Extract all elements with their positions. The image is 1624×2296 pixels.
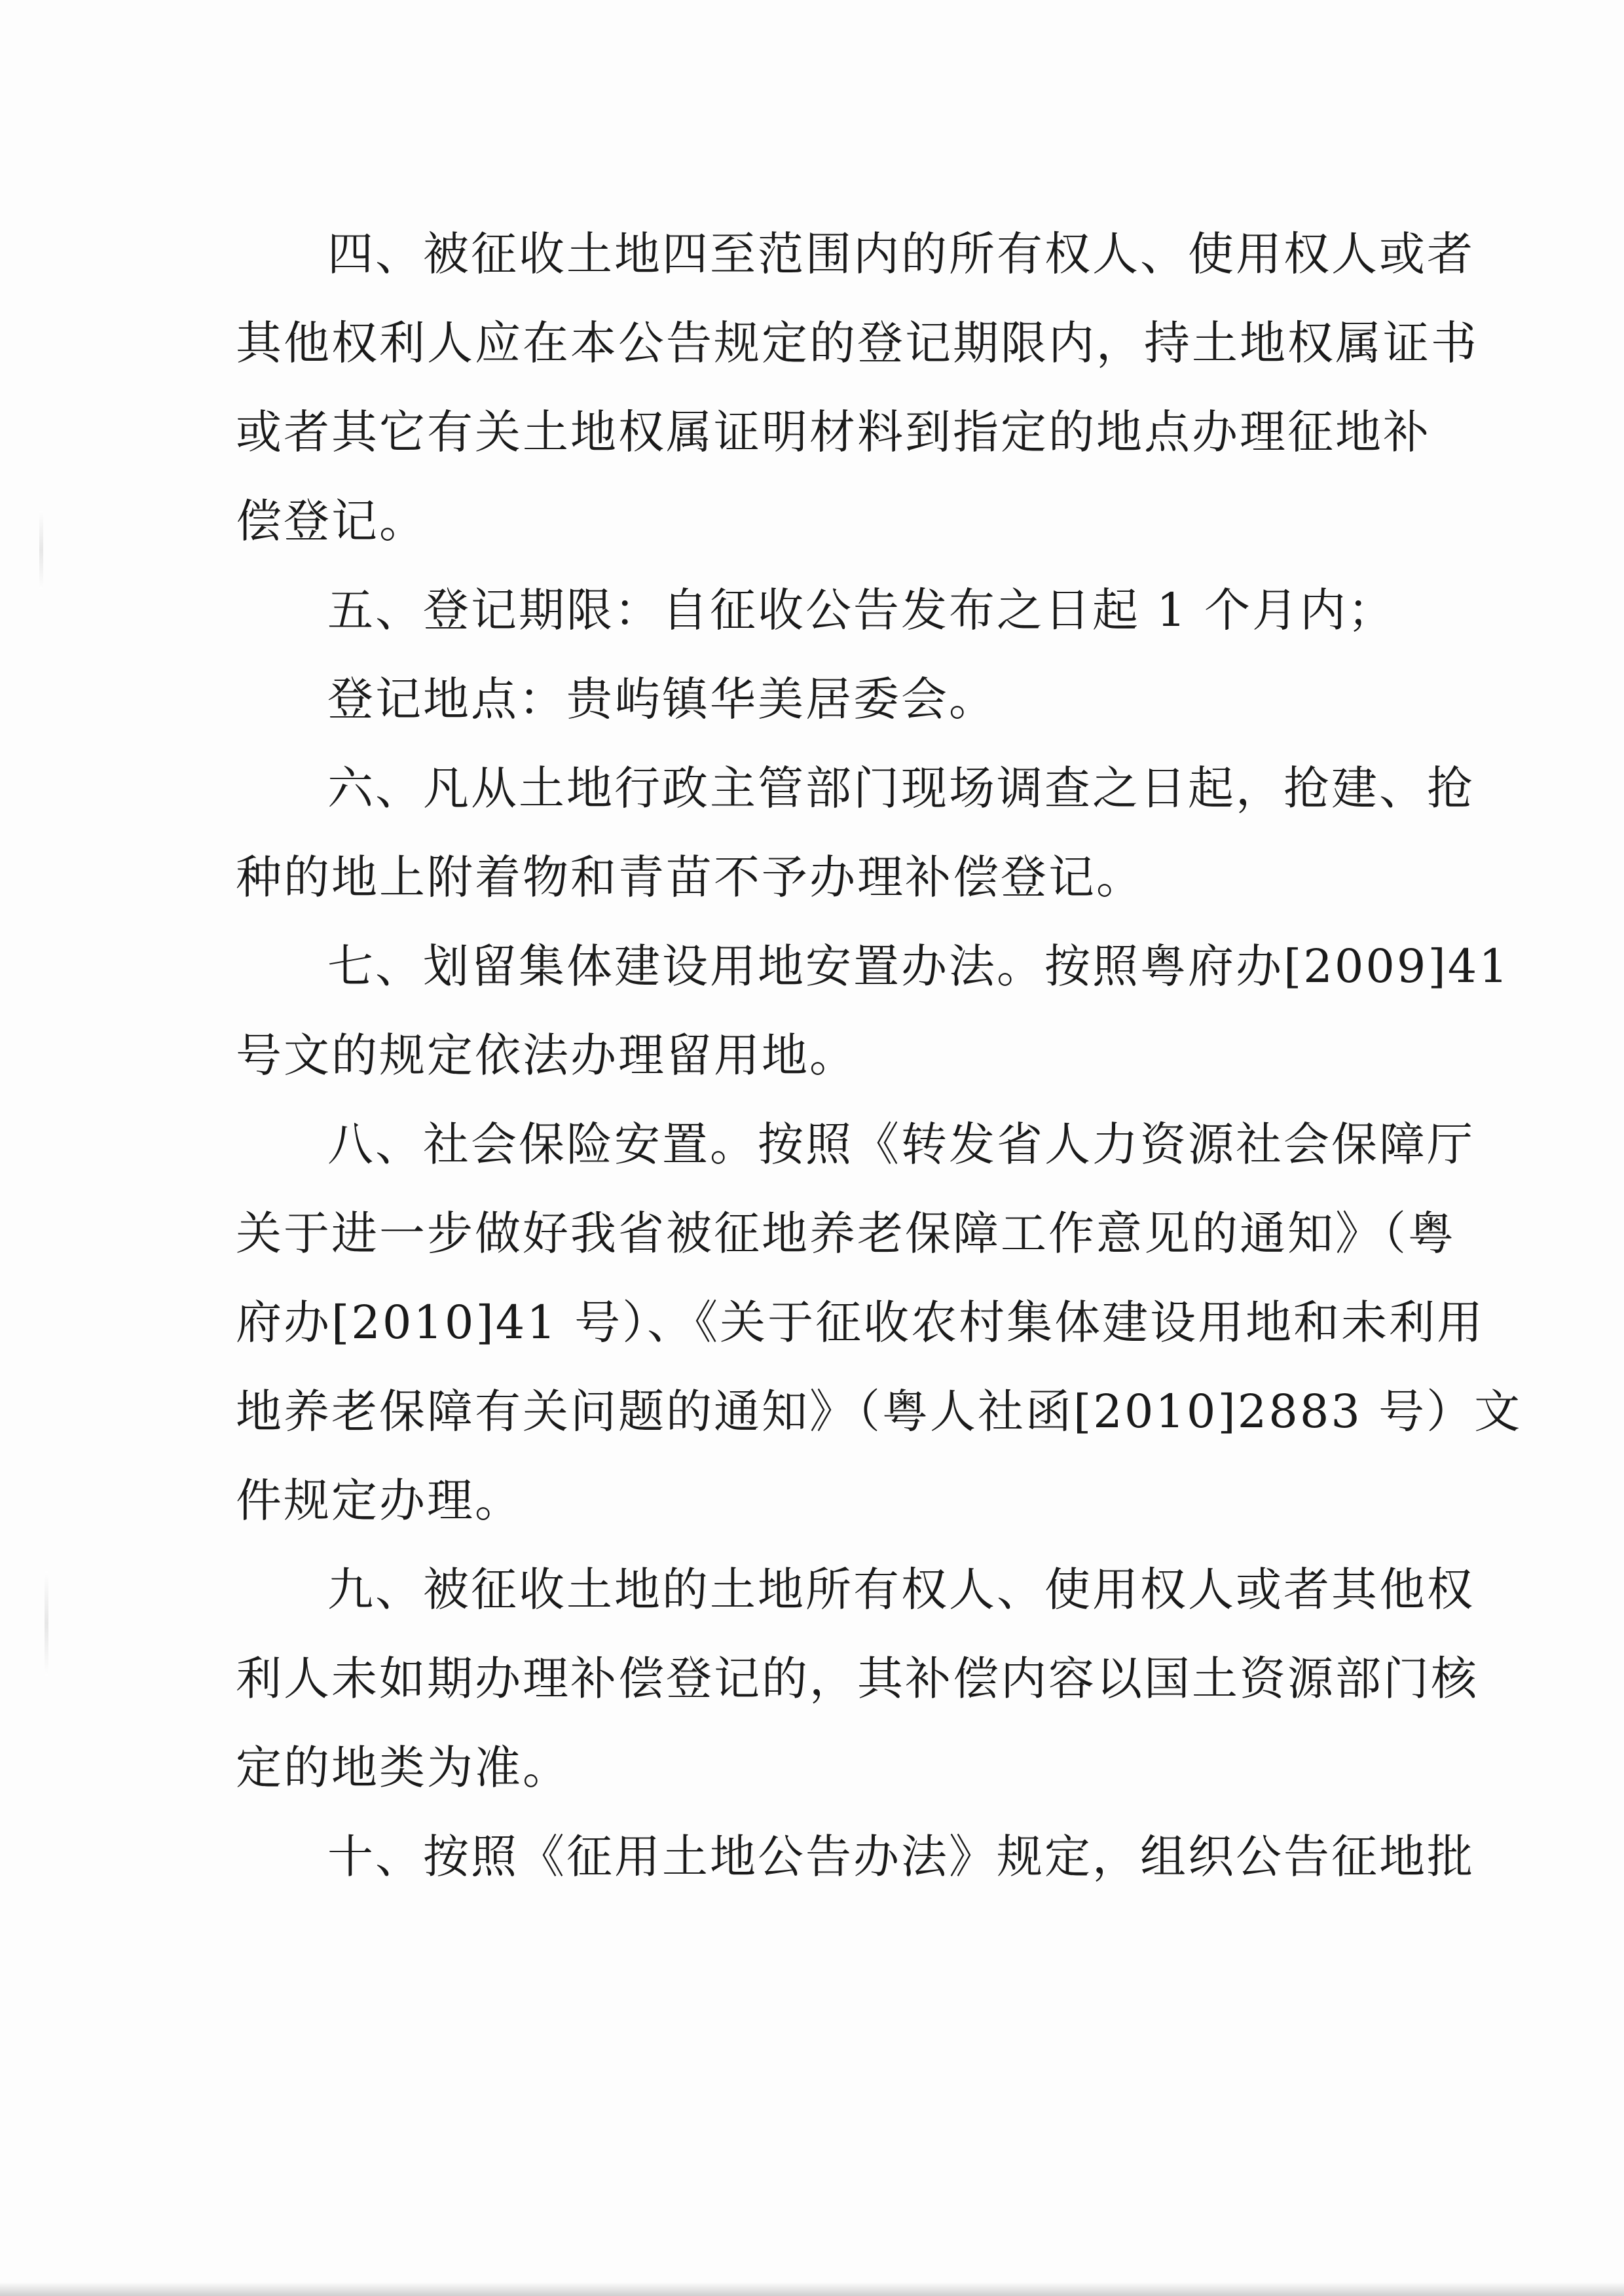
paragraph-8-line-5: 件规定办理。	[236, 1474, 523, 1527]
paragraph-9-line-2: 利人未如期办理补偿登记的，其补偿内容以国土资源部门核	[236, 1652, 1479, 1705]
document-body	[236, 210, 1522, 1901]
paragraph-7-line-2: 号文的规定依法办理留用地。	[236, 1029, 857, 1082]
paragraph-8-line-3: 府办[2010]41 号）、《关于征收农村集体建设用地和未利用	[236, 1296, 1485, 1349]
paragraph-6-line-2: 种的地上附着物和青苗不予办理补偿登记。	[236, 850, 1144, 904]
paragraph-4-line-4: 偿登记。	[236, 494, 427, 548]
paragraph-4-line-2: 其他权利人应在本公告规定的登记期限内，持土地权属证书	[236, 316, 1479, 370]
scan-artifact	[45, 1571, 48, 1676]
paragraph-9-line-3: 定的地类为准。	[236, 1741, 570, 1795]
scan-artifact	[39, 511, 43, 589]
paragraph-5-line-2: 登记地点：贵屿镇华美居委会。	[327, 672, 997, 726]
paragraph-8-line-4: 地养老保障有关问题的通知》（粤人社函[2010]2883 号）文	[236, 1385, 1522, 1438]
paragraph-4-line-3: 或者其它有关土地权属证明材料到指定的地点办理征地补	[236, 405, 1431, 459]
paragraph-10-line-1: 十、按照《征用土地公告办法》规定，组织公告征地批	[327, 1830, 1475, 1884]
paragraph-5-line-1: 五、登记期限：自征收公告发布之日起 1 个月内；	[327, 583, 1396, 637]
paragraph-7-line-1: 七、划留集体建设用地安置办法。按照粤府办[2009]41	[327, 939, 1510, 993]
scan-bottom-edge	[0, 2282, 1624, 2296]
paragraph-8-line-2: 关于进一步做好我省被征地养老保障工作意见的通知》（粤	[236, 1207, 1456, 1260]
paragraph-8-line-1: 八、社会保险安置。按照《转发省人力资源社会保障厅	[327, 1118, 1475, 1171]
paragraph-4-line-1: 四、被征收土地四至范围内的所有权人、使用权人或者	[327, 227, 1475, 281]
paragraph-6-line-1: 六、凡从土地行政主管部门现场调查之日起，抢建、抢	[327, 761, 1475, 815]
paragraph-9-line-1: 九、被征收土地的土地所有权人、使用权人或者其他权	[327, 1563, 1475, 1616]
